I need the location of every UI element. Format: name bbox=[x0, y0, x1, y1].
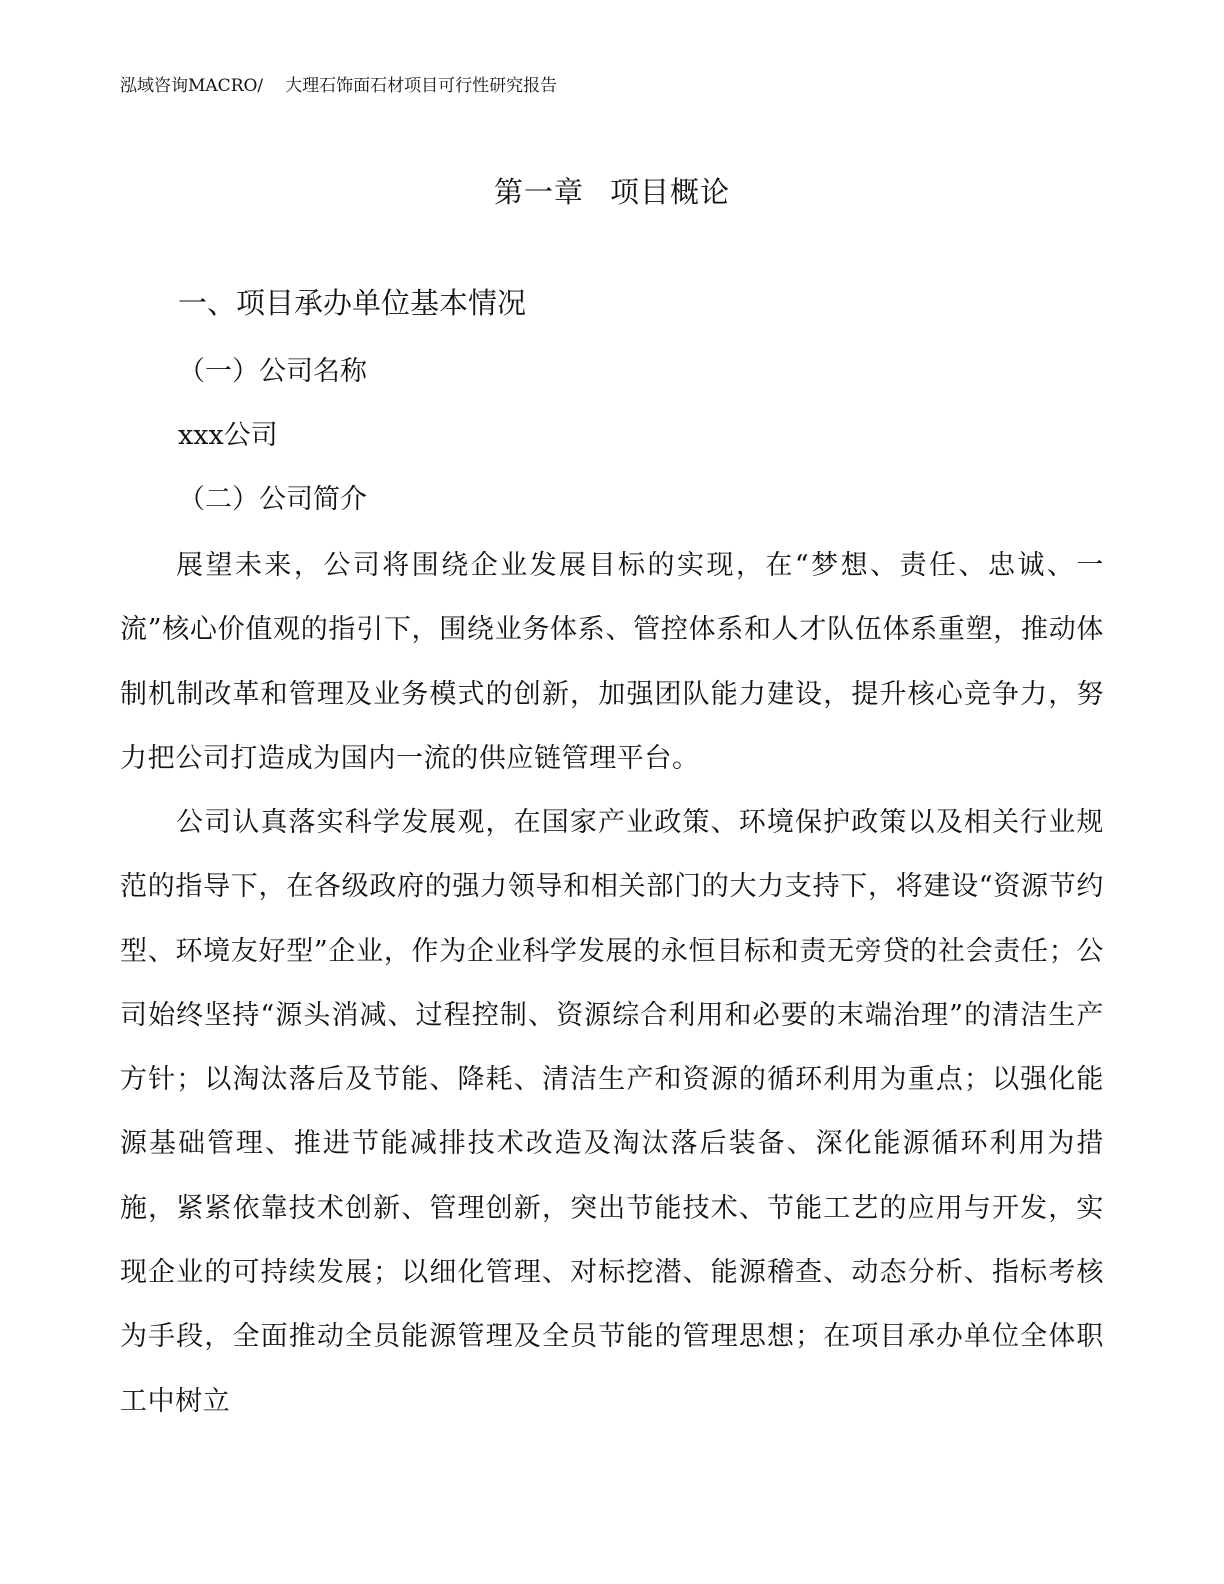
running-header bbox=[120, 72, 557, 100]
company-profile-heading: （二）公司简介 bbox=[178, 484, 367, 515]
company-name-heading: （一）公司名称 bbox=[178, 356, 367, 387]
chapter-title bbox=[0, 170, 1224, 214]
company-name-value: xxx公司 bbox=[178, 420, 278, 451]
chapter-name: 项目概论 bbox=[610, 175, 731, 209]
body-paragraph: 展望未来，公司将围绕企业发展目标的实现，在“梦想、责任、忠诚、一流”核心价值观的指引下，围绕业务体系、管控体系和人才队伍体系重塑，推动体制机制改革和管理及业务模式的创新，加强团队能力建设，提升核心竞争力，努力把公司打造成为国内一流的供应链管理平台。 bbox=[120, 550, 1104, 774]
chapter-number: 第一章 bbox=[493, 175, 584, 209]
section-heading: 一、项目承办单位基本情况 bbox=[178, 286, 527, 320]
header-report-title: 大理石饰面石材项目可行性研究报告 bbox=[285, 76, 558, 96]
body-paragraph: 公司认真落实科学发展观，在国家产业政策、环境保护政策以及相关行业规范的指导下，在各级政府的强力领导和相关部门的大力支持下，将建设“资源节约型、环境友好型”企业，作为企业科学发展的永恒目标和责无旁贷的社会责任；公司始终坚持“源头消减、过程控制、资源综合利用和必要的末端治理”的清洁生产方针；以淘汰落后及节能、降耗、清洁生产和资源的循环利用为重点；以强化能源基础管理、推进节能减排技术改造及淘汰落后装备、深化能源循环利用为措施，紧紧依靠技术创新、管理创新，突出节能技术、节能工艺的应用与开发，实现企业的可持续发展；以细化管理、对标挖潜、能源稽查、动态分析、指标考核为手段，全面推动全员能源管理及全员节能的管理思想；在项目承办单位全体职工中树立 bbox=[120, 807, 1104, 1417]
header-publisher: 泓域咨询MACRO/ bbox=[120, 76, 264, 96]
